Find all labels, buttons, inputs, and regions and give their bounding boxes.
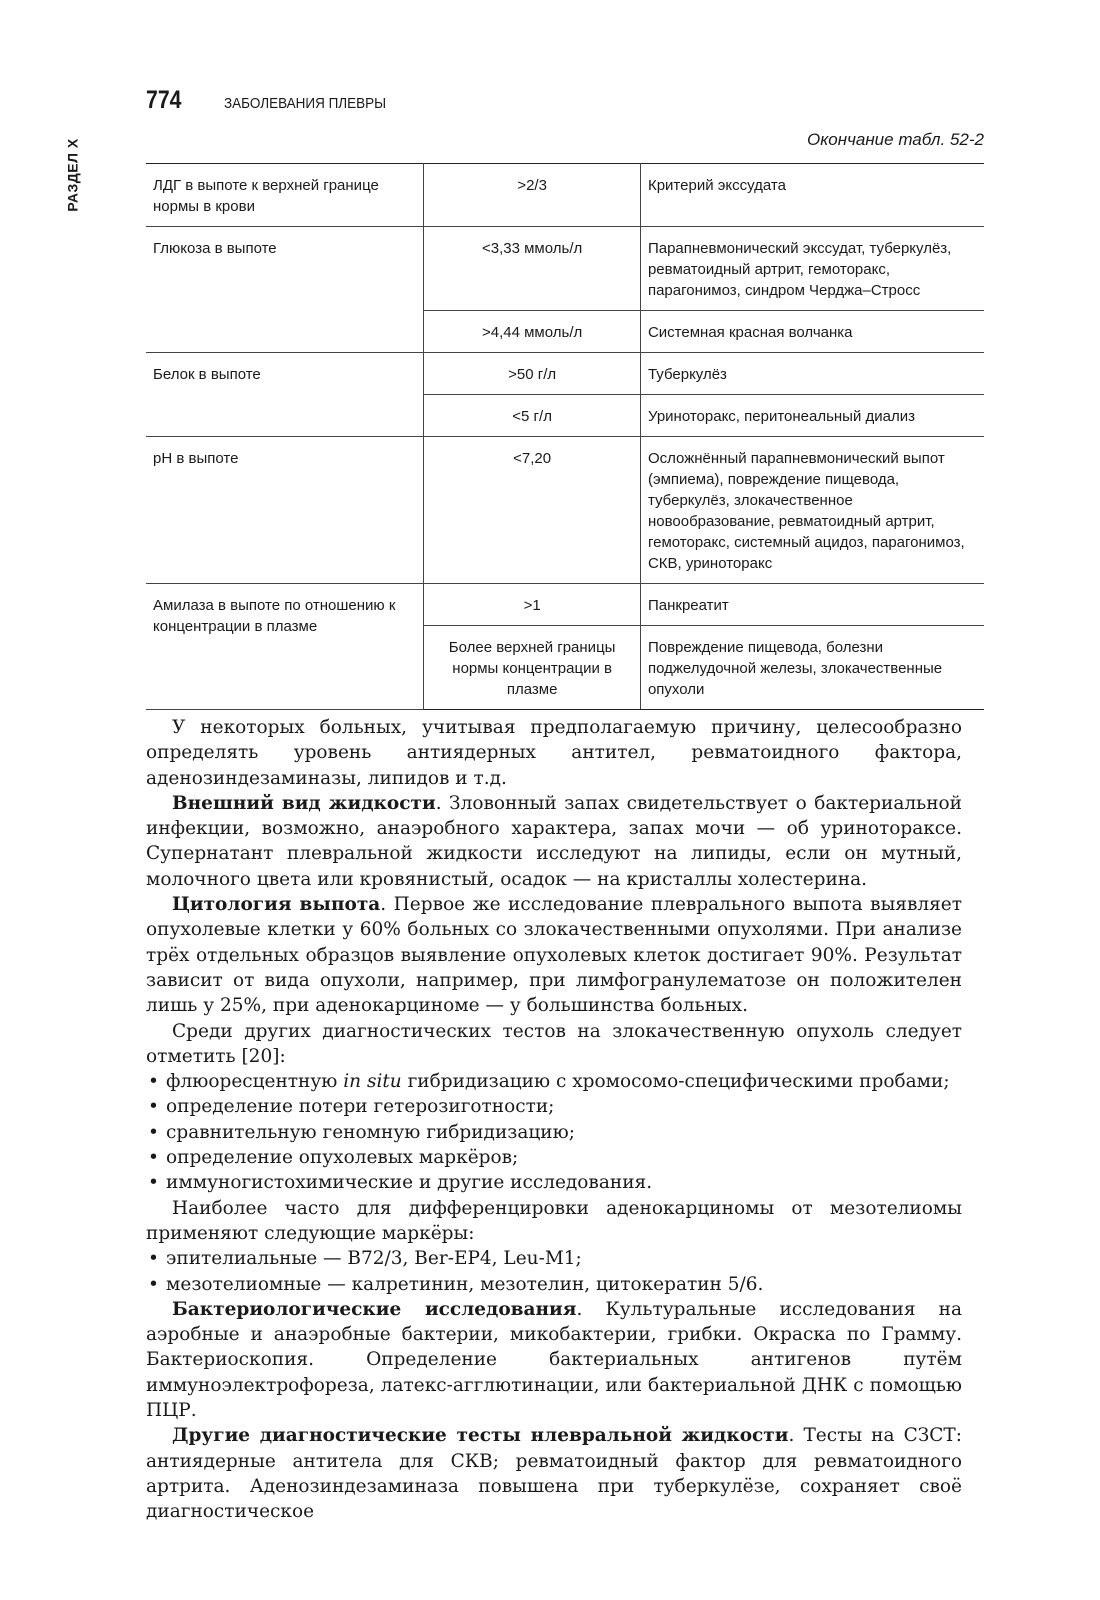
value-cell: >1 bbox=[424, 584, 641, 626]
page-number: 774 bbox=[146, 86, 182, 114]
list-item: • эпителиальные — B72/3, Ber-EP4, Leu-M1; bbox=[146, 1246, 962, 1271]
paragraph bbox=[146, 1297, 962, 1423]
list-item-text: гибридизацию с хромосомо-специфическими пробами; bbox=[401, 1071, 950, 1093]
value-cell: <7,20 bbox=[424, 437, 641, 584]
meaning-cell: Системная красная волчанка bbox=[640, 311, 984, 353]
bullet-list bbox=[146, 1069, 962, 1195]
table-row bbox=[146, 164, 984, 227]
param-cell: pH в выпоте bbox=[146, 437, 424, 584]
param-cell: Белок в выпоте bbox=[146, 353, 424, 437]
list-item-text: флюоресцентную bbox=[166, 1071, 344, 1093]
meaning-cell: Парапневмонический экссудат, туберкулёз, ревматоидный артрит, гемоторакс, парагонимоз, синдром Черджа–Стросс bbox=[640, 227, 984, 311]
list-item bbox=[146, 1069, 962, 1094]
section-tab-label: РАЗДЕЛ X bbox=[65, 138, 82, 212]
paragraph: Среди других диагностических тестов на злокачественную опухоль следует отметить [20]: bbox=[146, 1020, 962, 1067]
meaning-cell: Осложнённый парапневмонический выпот (эмпиема), повреждение пищевода, туберкулёз, злокачественное новообразование, ревматоидный артрит, гемоторакс, системный ацидоз, парагонимоз, СКВ, уриноторакс bbox=[640, 437, 984, 584]
list-item: • иммуногистохимические и другие исследования. bbox=[146, 1170, 962, 1195]
param-cell: ЛДГ в выпоте к верхней границе нормы в крови bbox=[146, 164, 424, 227]
meaning-cell: Уриноторакс, перитонеальный диализ bbox=[640, 395, 984, 437]
list-item: • сравнительную геномную гибридизацию; bbox=[146, 1120, 962, 1145]
table-row bbox=[146, 353, 984, 395]
paragraph bbox=[146, 892, 962, 1018]
list-item: • определение потери гетерозиготности; bbox=[146, 1094, 962, 1119]
paragraph: У некоторых больных, учитывая предполагаемую причину, целесообразно определять уровень антиядерных антител, ревматоидного фактора, аденозиндезаминазы, липидов и т.д. bbox=[146, 717, 962, 789]
value-cell: >4,44 ммоль/л bbox=[424, 311, 641, 353]
param-cell: Амилаза в выпоте по отношению к концентрации в плазме bbox=[146, 584, 424, 710]
meaning-cell: Туберкулёз bbox=[640, 353, 984, 395]
table-row bbox=[146, 584, 984, 626]
section-tab bbox=[58, 135, 88, 215]
paragraph-heading: Бактериологические исследования bbox=[172, 1298, 577, 1320]
value-cell: <5 г/л bbox=[424, 395, 641, 437]
paragraph-text: . Зловонный запах свидетельствует о бактериальной инфекции, возможно, анаэробного характера, запах мочи — об уринотораксе. Супернатант плевральной жидкости исследуют на липиды, если он мутный, молочного цвета или кровянистый, осадок — на кристаллы холестерина. bbox=[146, 792, 962, 890]
list-item: • определение опухолевых маркёров; bbox=[146, 1145, 962, 1170]
meaning-cell: Панкреатит bbox=[640, 584, 984, 626]
page-header bbox=[146, 86, 986, 118]
paragraph-heading: Внешний вид жидкости bbox=[172, 792, 436, 814]
paragraph: Наиболее часто для дифференцировки аденокарциномы от мезотелиомы применяют следующие маркёры: bbox=[146, 1197, 962, 1244]
body-text bbox=[146, 715, 962, 1525]
value-cell: >2/3 bbox=[424, 164, 641, 227]
list-item: • мезотелиомные — калретинин, мезотелин, цитокератин 5/6. bbox=[146, 1272, 962, 1297]
value-cell: >50 г/л bbox=[424, 353, 641, 395]
running-head: ЗАБОЛЕВАНИЯ ПЛЕВРЫ bbox=[224, 95, 387, 112]
latin-term: in situ bbox=[343, 1071, 402, 1093]
table-row bbox=[146, 437, 984, 584]
bullet-list bbox=[146, 1246, 962, 1297]
paragraph-text: . Тесты на СЗСТ: антиядерные антитела для СКВ; ревматоидный фактор для ревматоидного артрита. Аденозиндезаминаза повышена при туберкулёзе, сохраняет своё диагностическое bbox=[146, 1425, 962, 1523]
value-cell: Более верхней границы нормы концентрации в плазме bbox=[424, 626, 641, 710]
meaning-cell: Критерий экссудата bbox=[640, 164, 984, 227]
paragraph bbox=[146, 1423, 962, 1524]
paragraph-text: . Культуральные исследования на аэробные и анаэробные бактерии, микобактерии, грибки. Окраска по Грамму. Бактериоскопия. Определение бактериальных антигенов путём иммуноэлектрофореза, латекс-агглютинации, или бактериальной ДНК с помощью ПЦР. bbox=[146, 1298, 962, 1422]
paragraph-heading: Цитология выпота bbox=[172, 894, 381, 916]
meaning-cell: Повреждение пищевода, болезни поджелудочной железы, злокачественные опухоли bbox=[640, 626, 984, 710]
param-cell: Глюкоза в выпоте bbox=[146, 227, 424, 353]
paragraph-heading: Другие диагностические тесты нлевральной жидкости bbox=[172, 1425, 789, 1447]
paragraph-text: . Первое же исследование плеврального выпота выявляет опухолевые клетки у 60% больных со злокачественными опухолями. При анализе трёх отдельных образцов выявление опухолевых клеток достигает 90%. Результат зависит от вида опухоли, например, при лимфогранулематозе он положителен лишь у 25%, при аденокарциноме — у большинства больных. bbox=[146, 894, 962, 1017]
value-cell: <3,33 ммоль/л bbox=[424, 227, 641, 311]
table-row bbox=[146, 227, 984, 311]
paragraph bbox=[146, 791, 962, 892]
table-caption: Окончание табл. 52-2 bbox=[807, 130, 984, 149]
diagnostic-table bbox=[146, 163, 984, 710]
